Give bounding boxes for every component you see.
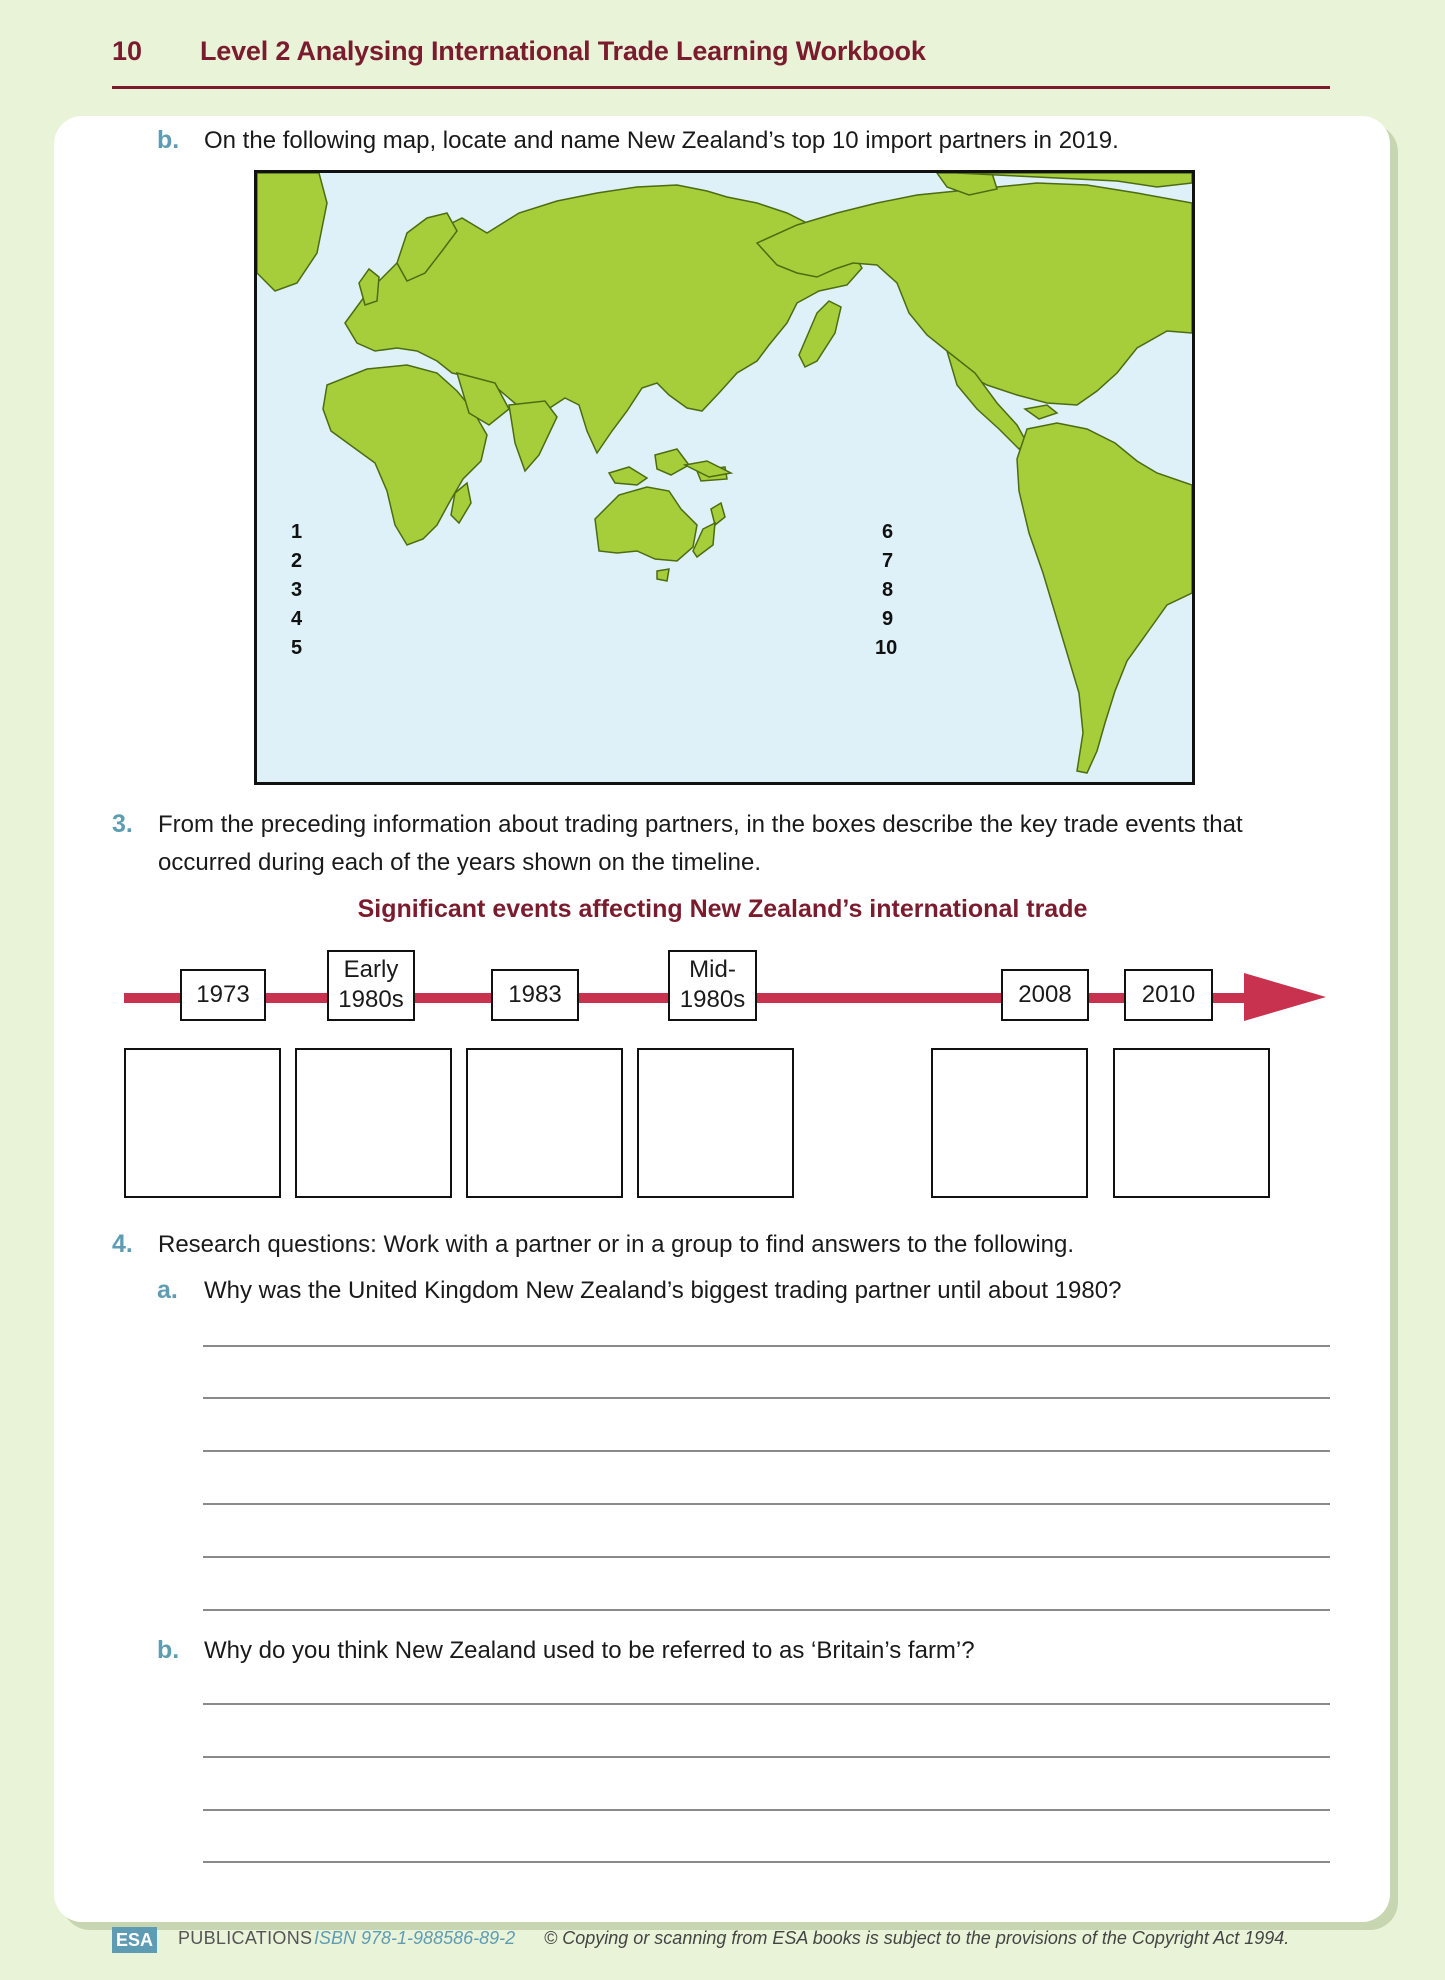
answer-line[interactable]: [203, 1450, 1330, 1452]
year-label-1973: 1973: [196, 981, 250, 1008]
timeline-title: Significant events affecting New Zealand’s international trade: [357, 895, 1088, 923]
answer-line[interactable]: [203, 1503, 1330, 1505]
timeline-year-1983: [491, 969, 579, 1021]
timeline-year-early-1980s: [327, 950, 415, 1021]
answer-line[interactable]: [203, 1556, 1330, 1558]
year-label-1983: 1983: [508, 981, 562, 1008]
year-label-early-line-1: Early: [343, 956, 399, 983]
world-map: [254, 170, 1195, 785]
q2b-text: On the following map, locate and name New Zealand’s top 10 import partners in 2019.: [204, 127, 1119, 154]
workbook-title: Level 2 Analysing International Trade Learning Workbook: [200, 36, 926, 66]
q4a-letter: a.: [157, 1276, 178, 1304]
map-number-10: 10: [875, 637, 898, 659]
publisher-name: PUBLICATIONS: [178, 1928, 313, 1948]
map-number-6: 6: [882, 521, 894, 543]
isbn: ISBN 978-1-988586-89-2: [314, 1928, 516, 1948]
q4b-text: Why do you think New Zealand used to be referred to as ‘Britain’s farm’?: [204, 1637, 975, 1664]
world-map-graphic: [257, 173, 1192, 782]
copyright-notice: © Copying or scanning from ESA books is subject to the provisions of the Copyright Act 1994.: [544, 1928, 1290, 1948]
event-answer-box-1983[interactable]: [466, 1048, 623, 1198]
q4-number: 4.: [112, 1230, 133, 1258]
answer-line[interactable]: [203, 1861, 1330, 1863]
esa-logo: ESA: [112, 1927, 157, 1953]
answer-line[interactable]: [203, 1756, 1330, 1758]
q4-intro: Research questions: Work with a partner or in a group to find answers to the following.: [158, 1231, 1075, 1258]
page-number: 10: [112, 36, 143, 66]
map-number-1: 1: [291, 521, 303, 543]
event-answer-box-early-1980s[interactable]: [295, 1048, 452, 1198]
year-label-mid-line-1: Mid-: [689, 956, 736, 983]
q3-line-2: occurred during each of the years shown on the timeline.: [158, 849, 762, 876]
year-label-mid-line-2: 1980s: [679, 986, 746, 1013]
map-number-4: 4: [291, 608, 303, 630]
event-answer-box-2008[interactable]: [931, 1048, 1088, 1198]
event-answer-box-mid-1980s[interactable]: [637, 1048, 794, 1198]
timeline-year-1973: [180, 969, 266, 1021]
event-answer-box-1973[interactable]: [124, 1048, 281, 1198]
timeline-year-2010: [1124, 969, 1213, 1021]
map-number-5: 5: [291, 637, 303, 659]
map-number-9: 9: [882, 608, 894, 630]
page-header: [112, 34, 1330, 89]
map-number-8: 8: [882, 579, 894, 601]
map-number-3: 3: [291, 579, 303, 601]
answer-line[interactable]: [203, 1397, 1330, 1399]
timeline-year-mid-1980s: [668, 950, 757, 1021]
q4b-letter: b.: [157, 1636, 180, 1664]
event-answer-box-2010[interactable]: [1113, 1048, 1270, 1198]
q2b-letter: b.: [157, 126, 180, 154]
q3-line-1: From the preceding information about trading partners, in the boxes describe the key trade events that: [158, 811, 1243, 838]
map-number-2: 2: [291, 550, 303, 572]
q4a-text: Why was the United Kingdom New Zealand’s biggest trading partner until about 1980?: [204, 1277, 1122, 1304]
page-footer: [112, 1926, 1332, 1956]
map-number-7: 7: [882, 550, 894, 572]
q3-number: 3.: [112, 810, 133, 838]
timeline-year-2008: [1001, 969, 1089, 1021]
answer-line[interactable]: [203, 1809, 1330, 1811]
year-label-early-line-2: 1980s: [338, 986, 404, 1013]
answer-line[interactable]: [203, 1345, 1330, 1347]
answer-line[interactable]: [203, 1703, 1330, 1705]
year-label-2008: 2008: [1018, 981, 1072, 1008]
answer-line[interactable]: [203, 1609, 1330, 1611]
year-label-2010: 2010: [1141, 981, 1196, 1008]
timeline-arrowhead: [1244, 973, 1326, 1021]
